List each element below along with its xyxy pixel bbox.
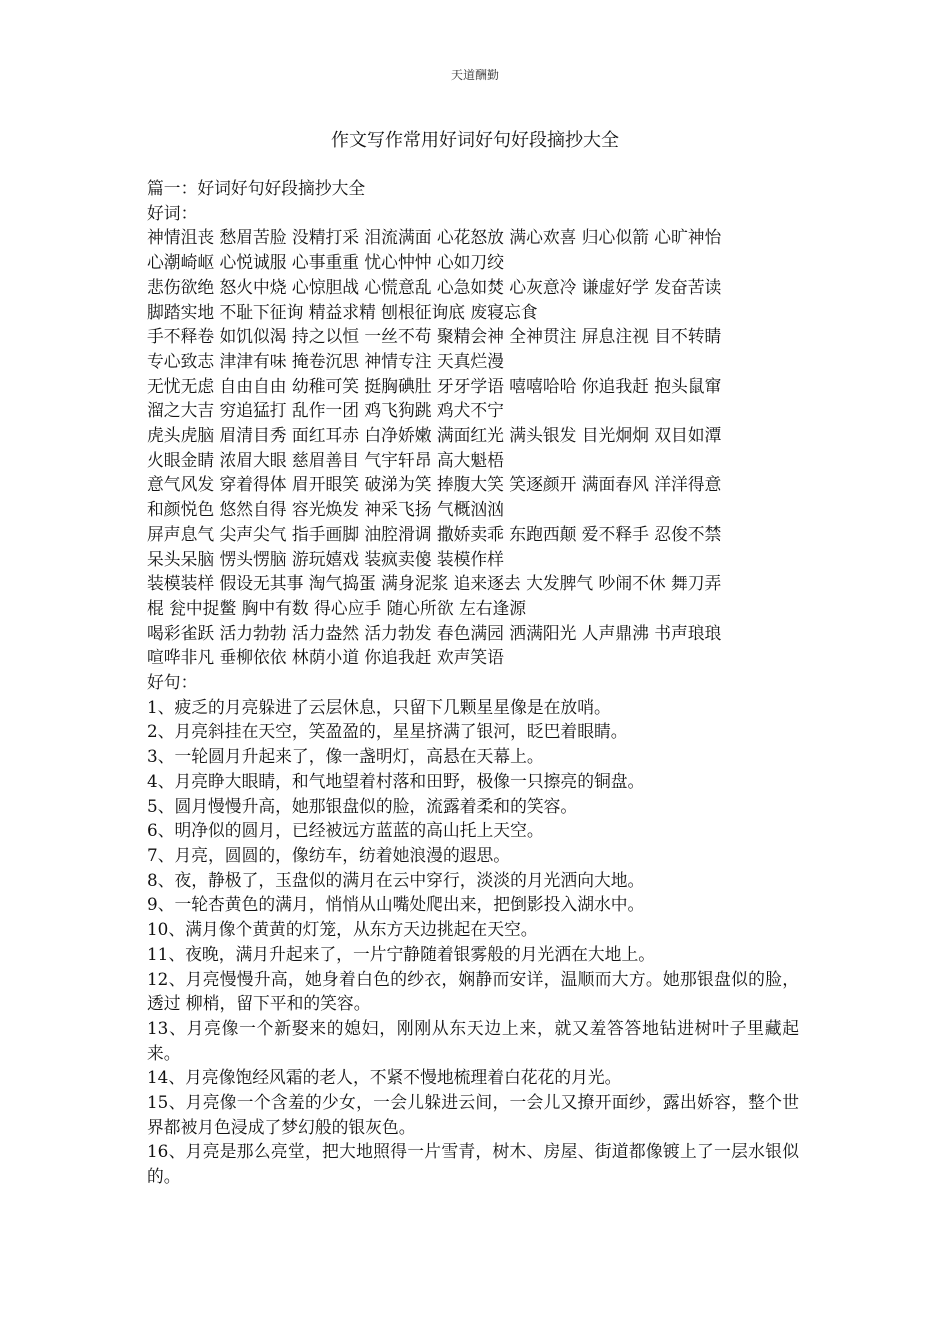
- sentence-item: 11、夜晚，满月升起来了，一片宁静随着银雾般的月光洒在大地上。: [147, 943, 656, 964]
- sentence-item: 3、一轮圆月升起来了，像一盏明灯，高悬在天幕上。: [147, 746, 544, 767]
- page-header: 天道酬勤: [450, 68, 499, 82]
- sentence-item: 12、月亮慢慢升高，她身着白色的纱衣，娴静而安详，温顺而大方。她那银盘似的脸，透过 柳梢，留下平和的笑容。: [147, 968, 799, 1014]
- word-line: 和颜悦色 悠然自得 容光焕发 神采飞扬 气概汹汹: [147, 499, 504, 520]
- word-line: 手不释卷 如饥似渴 持之以恒 一丝不苟 聚精会神 全神贯注 屏息注视 目不转睛: [147, 326, 722, 347]
- word-line: 呆头呆脑 愣头愣脑 游玩嬉戏 装疯卖傻 装模作样: [147, 548, 504, 569]
- word-line: 心潮崎岖 心悦诚服 心事重重 忧心忡忡 心如刀绞: [147, 252, 504, 273]
- word-line: 喧哗非凡 垂柳依依 林荫小道 你追我赶 欢声笑语: [147, 647, 504, 668]
- word-line: 脚踏实地 不耻下征询 精益求精 刨根征询底 废寝忘食: [147, 301, 538, 322]
- sentence-item: 16、月亮是那么亮堂，把大地照得一片雪青，树木、房屋、街道都像镀上了一层水银似的。: [147, 1141, 799, 1187]
- word-line: 虎头虎脑 眉清目秀 面红耳赤 白净娇嫩 满面红光 满头银发 目光炯炯 双目如潭: [147, 425, 722, 446]
- section-heading: 篇一：好词好句好段摘抄大全: [147, 178, 366, 198]
- word-line: 屏声息气 尖声尖气 指手画脚 油腔滑调 撒娇卖乖 东跑西颠 爱不释手 忍俊不禁: [147, 523, 722, 544]
- sentence-item: 13、月亮像一个新娶来的媳妇，刚刚从东天边上来，就又羞答答地钻进树叶子里藏起来。: [147, 1017, 799, 1063]
- sentence-item: 4、月亮睁大眼睛，和气地望着村落和田野，极像一只擦亮的铜盘。: [147, 770, 645, 791]
- word-line: 喝彩雀跃 活力勃勃 活力盎然 活力勃发 春色满园 洒满阳光 人声鼎沸 书声琅琅: [147, 622, 722, 643]
- word-line: 溜之大吉 穷追猛打 乱作一团 鸡飞狗跳 鸡犬不宁: [147, 400, 504, 421]
- sentence-item: 15、月亮像一个含羞的少女，一会儿躲进云间，一会儿又撩开面纱，露出娇容，整个世界都被月色浸成了梦幻般的银灰色。: [147, 1092, 799, 1137]
- sentence-item: 9、一轮杏黄色的满月，悄悄从山嘴处爬出来，把倒影投入湖水中。: [147, 894, 645, 915]
- word-line: 神情沮丧 愁眉苦脸 没精打采 泪流满面 心花怒放 满心欢喜 归心似箭 心旷神怡: [147, 227, 722, 248]
- words-label: 好词：: [147, 202, 198, 223]
- word-line: 专心致志 津津有味 掩卷沉思 神情专注 天真烂漫: [147, 350, 504, 371]
- word-line: 意气风发 穿着得体 眉开眼笑 破涕为笑 捧腹大笑 笑逐颜开 满面春风 洋洋得意: [147, 474, 722, 495]
- sentence-item: 2、月亮斜挂在天空，笑盈盈的，星星挤满了银河，眨巴着眼睛。: [147, 721, 628, 742]
- word-line: 棍 瓮中捉鳖 胸中有数 得心应手 随心所欲 左右逢源: [147, 597, 527, 618]
- document-body: [147, 176, 807, 1189]
- sentence-item: 1、疲乏的月亮躲进了云层休息，只留下几颗星星像是在放哨。: [147, 696, 611, 717]
- word-line: 无忧无虑 自由自由 幼稚可笑 挺胸碘肚 牙牙学语 嘻嘻哈哈 你追我赶 抱头鼠窜: [147, 375, 722, 396]
- sentences-label: 好句：: [147, 672, 198, 693]
- word-line: 悲伤欲绝 怒火中烧 心惊胆战 心慌意乱 心急如焚 心灰意冷 谦虚好学 发奋苦读: [147, 276, 722, 297]
- sentence-item: 10、满月像个黄黄的灯笼，从东方天边挑起在天空。: [147, 919, 538, 940]
- sentence-item: 6、明净似的圆月，已经被远方蓝蓝的高山托上天空。: [147, 820, 544, 841]
- sentence-item: 8、夜，静极了，玉盘似的满月在云中穿行，淡淡的月光洒向大地。: [147, 869, 645, 890]
- word-line: 装模装样 假设无其事 淘气捣蛋 满身泥浆 追来逐去 大发脾气 吵闹不休 舞刀弄: [147, 573, 722, 594]
- document-title: 作文写作常用好词好句好段摘抄大全: [331, 130, 619, 151]
- word-line: 火眼金睛 浓眉大眼 慈眉善目 气宇轩昂 高大魁梧: [147, 449, 504, 470]
- sentence-item: 14、月亮像饱经风霜的老人，不紧不慢地梳理着白花花的月光。: [147, 1067, 622, 1088]
- sentence-item: 7、月亮，圆圆的，像纺车，纺着她浪漫的遐思。: [147, 844, 511, 865]
- sentence-item: 5、圆月慢慢升高，她那银盘似的脸，流露着柔和的笑容。: [147, 795, 578, 816]
